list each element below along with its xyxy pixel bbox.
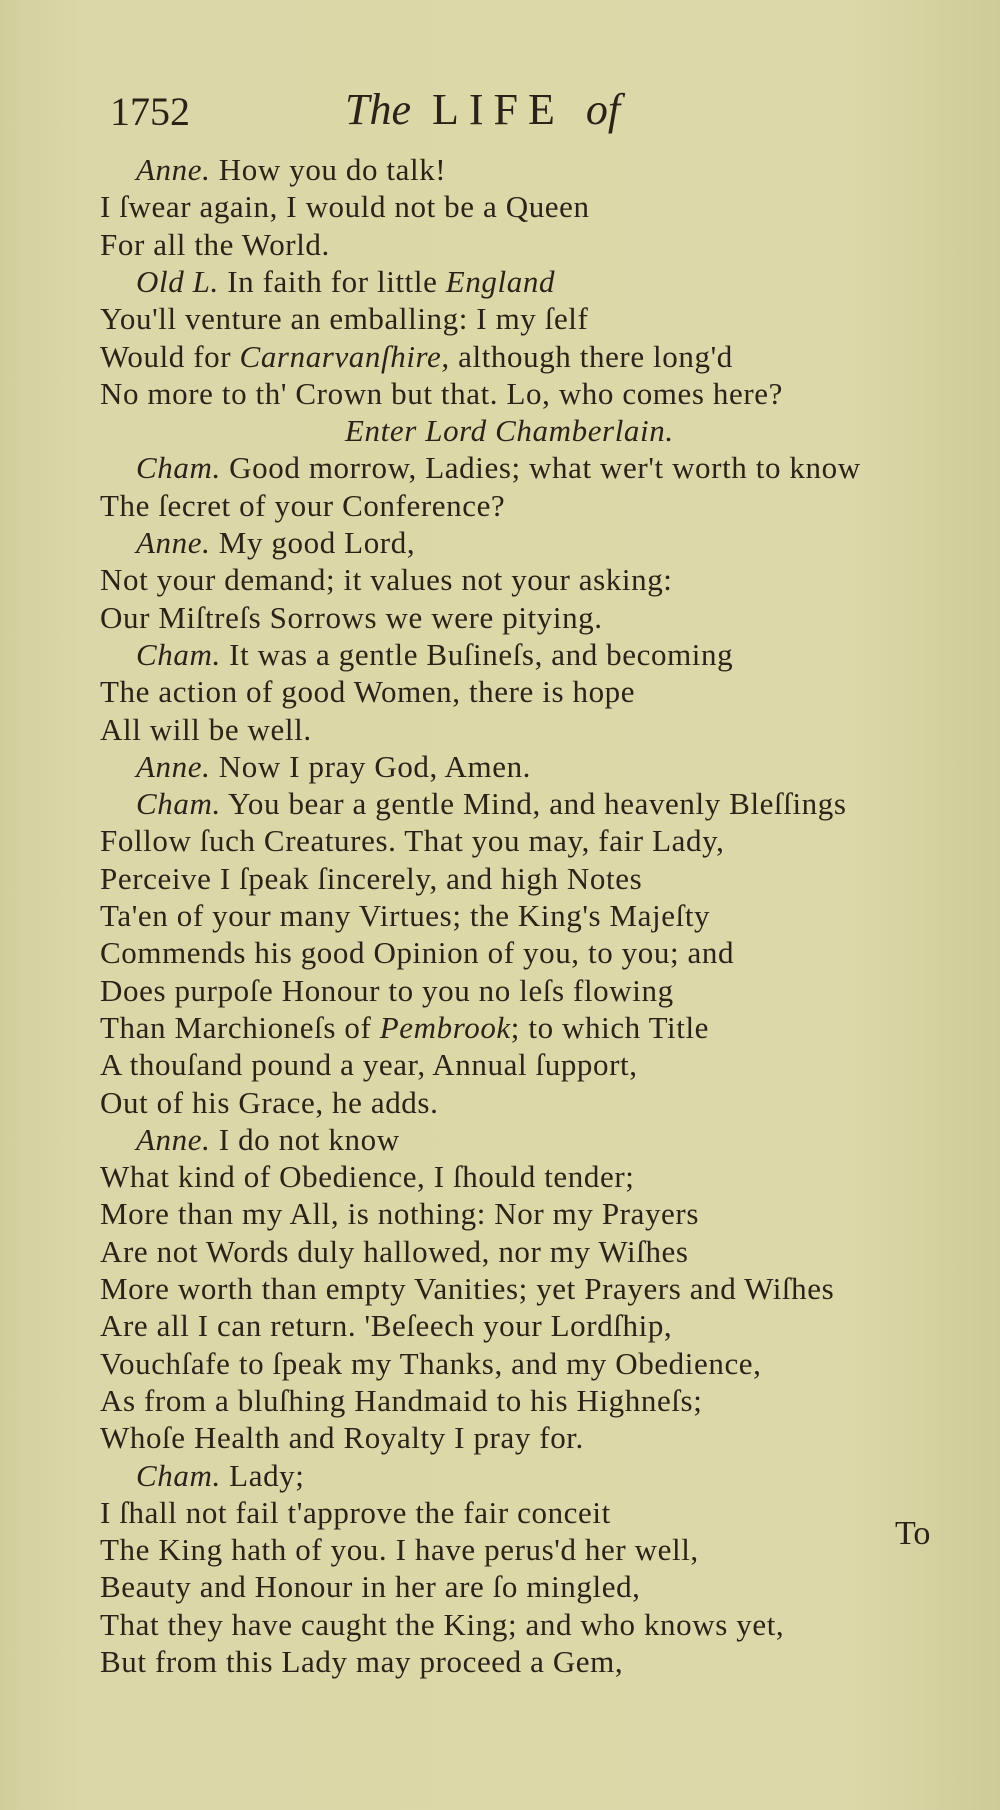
verse-line — [136, 450, 861, 486]
line-text: The King hath of you. I have perus'd her well, — [100, 1532, 699, 1568]
line-text: I do not know — [210, 1121, 400, 1157]
verse-line — [136, 749, 531, 785]
verse-line — [100, 1271, 834, 1307]
line-text: Enter Lord Chamberlain. — [345, 413, 674, 449]
speaker-name: Anne. — [136, 1121, 211, 1157]
line-text: Follow ſuch Creatures. That you may, fair Lady, — [100, 823, 725, 859]
speaker-name: Cham. — [136, 450, 221, 486]
verse-line — [100, 1159, 634, 1195]
verse-line — [100, 1346, 762, 1382]
verse-line — [136, 1122, 400, 1158]
line-text: Commends his good Opinion of you, to you; and — [100, 935, 735, 971]
speaker-name: Cham. — [136, 636, 221, 672]
verse-line — [100, 562, 673, 598]
line-text: But from this Lady may proceed a Gem, — [100, 1644, 624, 1679]
verse-line — [100, 301, 588, 337]
line-text: More worth than empty Vanities; yet Prayers and Wiſhes — [100, 1271, 835, 1306]
verse-line — [100, 861, 642, 897]
line-text: Good morrow, Ladies; what wer't worth to know — [220, 450, 861, 486]
verse-line — [100, 1047, 638, 1083]
line-text: England — [445, 263, 556, 299]
line-text: Whoſe Health and Royalty I pray for. — [100, 1420, 584, 1456]
line-text: The action of good Women, there is hope — [100, 674, 636, 710]
line-text: Lady; — [220, 1457, 305, 1493]
line-text: In faith for little — [218, 263, 446, 299]
line-text: I ſwear again, I would not be a Queen — [100, 189, 590, 225]
line-text: All will be well. — [100, 711, 312, 747]
running-head-life: LIFE — [432, 85, 565, 134]
line-text: Are all I can return. 'Beſeech your Lordſhip, — [100, 1308, 673, 1344]
line-text: although there long'd — [449, 338, 733, 374]
line-text: What kind of Obedience, I ſhould tender; — [100, 1159, 635, 1195]
verse-line — [100, 973, 674, 1009]
verse-line — [100, 1010, 709, 1046]
verse-line — [100, 1196, 699, 1232]
verse-line — [100, 1383, 702, 1419]
line-text: ; to which Title — [510, 1009, 710, 1045]
line-text: Vouchſafe to ſpeak my Thanks, and my Obedience, — [100, 1345, 762, 1381]
verse-line — [100, 1308, 672, 1344]
verse-line — [100, 189, 590, 225]
verse-line — [100, 227, 330, 263]
verse-line — [100, 898, 710, 934]
running-head-of: of — [585, 85, 621, 134]
verse-line — [136, 1458, 305, 1494]
verse-line — [100, 1420, 584, 1456]
line-text: Ta'en of your many Virtues; the King's Majeſty — [100, 898, 711, 933]
verse-line — [100, 935, 734, 971]
verse-line — [100, 1569, 641, 1605]
verse-line — [100, 1532, 699, 1568]
speaker-name: Anne. — [136, 525, 211, 560]
line-text: How you do talk! — [210, 152, 447, 187]
line-text: It was a gentle Buſineſs, and becoming — [220, 636, 734, 672]
running-head-the: The — [345, 85, 411, 134]
speaker-name: Old L. — [136, 263, 219, 299]
verse-line — [100, 488, 505, 524]
line-text: My good Lord, — [210, 525, 416, 560]
line-text: For all the World. — [100, 226, 330, 262]
line-text: No more to th' Crown but that. Lo, who comes here? — [100, 375, 783, 411]
line-text: Out of his Grace, he adds. — [100, 1084, 439, 1120]
verse-line — [100, 823, 725, 859]
verse-line — [100, 674, 635, 710]
line-text: Than Marchioneſs of — [100, 1009, 380, 1045]
verse-line — [136, 786, 847, 822]
line-text: You'll venture an emballing: I my ſelf — [100, 301, 589, 337]
page-number: 1752 — [110, 89, 190, 134]
verse-line — [100, 339, 733, 375]
verse-line — [100, 1234, 689, 1270]
line-text: Does purpoſe Honour to you no leſs flowing — [100, 972, 674, 1008]
stage-direction — [345, 413, 674, 449]
line-text: Now I pray God, Amen. — [210, 748, 532, 784]
line-text: You bear a gentle Mind, and heavenly Bleſſings — [220, 786, 847, 822]
line-text: The ſecret of your Conference? — [100, 487, 506, 523]
speaker-name: Anne. — [136, 748, 211, 784]
catchword: To — [895, 1515, 931, 1552]
line-text: I ſhall not fail t'approve the fair conceit — [100, 1494, 611, 1530]
verse-line — [100, 1085, 438, 1121]
verse-line — [100, 1495, 611, 1531]
line-text: As from a bluſhing Handmaid to his Highneſs; — [100, 1382, 703, 1418]
verse-line — [136, 637, 733, 673]
speaker-name: Cham. — [136, 1457, 221, 1493]
line-text: A thouſand pound a year, Annual ſupport, — [100, 1047, 638, 1083]
verse-line — [100, 712, 312, 748]
verse-line — [100, 1607, 784, 1643]
verse-line — [136, 525, 415, 561]
line-text: Our Miſtreſs Sorrows we were pitying. — [100, 599, 603, 635]
line-text: Beauty and Honour in her are ſo mingled, — [100, 1569, 641, 1605]
verse-line — [136, 152, 446, 188]
verse-line — [100, 376, 783, 412]
speaker-name: Anne. — [136, 152, 211, 187]
line-text: Not your demand; it values not your asking: — [100, 562, 673, 598]
speaker-name: Cham. — [136, 786, 221, 822]
line-text: Pembrook — [379, 1009, 511, 1045]
line-text: Would for — [100, 338, 240, 374]
line-text: More than my All, is nothing: Nor my Prayers — [100, 1196, 699, 1232]
verse-line — [100, 1644, 623, 1680]
verse-line — [100, 600, 603, 636]
line-text: Carnarvanſhire, — [239, 338, 450, 374]
line-text: Are not Words duly hallowed, nor my Wiſhes — [100, 1233, 689, 1269]
verse-line — [136, 264, 555, 300]
line-text: That they have caught the King; and who knows yet, — [100, 1606, 785, 1642]
line-text: Perceive I ſpeak ſincerely, and high Notes — [100, 860, 643, 896]
running-head — [345, 84, 620, 135]
